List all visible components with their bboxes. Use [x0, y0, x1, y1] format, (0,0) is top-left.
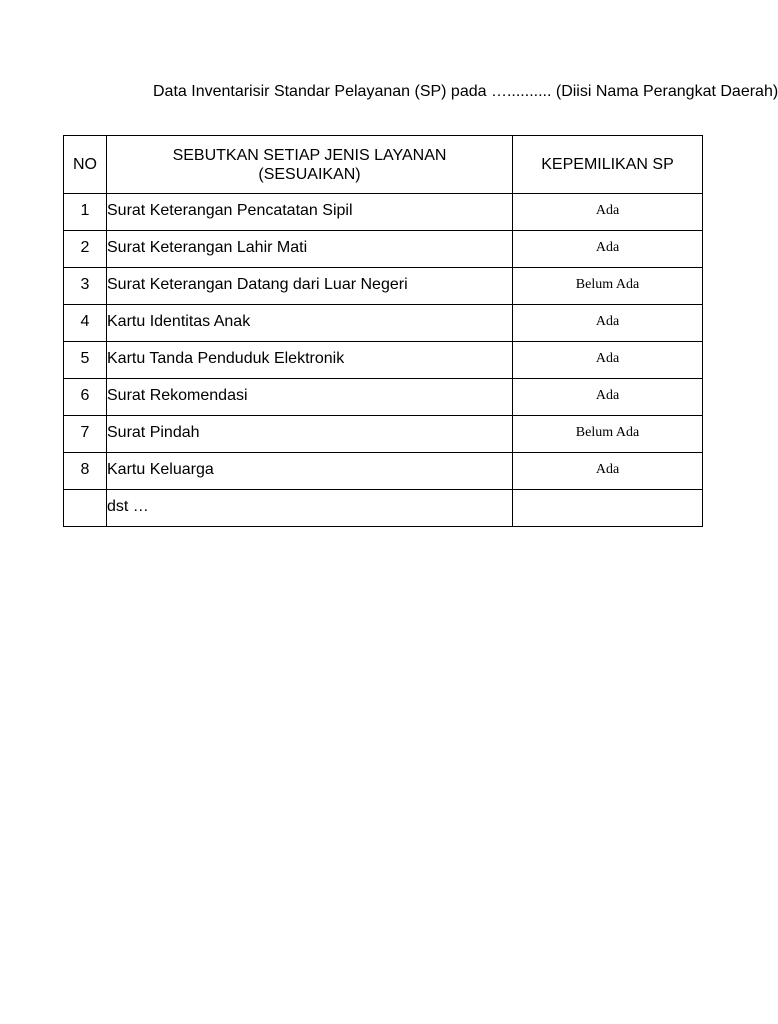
- service-name: Surat Keterangan Datang dari Luar Negeri: [107, 276, 408, 293]
- row-number: 7: [80, 424, 90, 441]
- row-number: 2: [80, 239, 90, 256]
- table-row: [64, 342, 703, 379]
- header-layanan-line1: SEBUTKAN SETIAP JENIS LAYANAN: [172, 146, 447, 164]
- cell-kepemilikan: [513, 490, 703, 527]
- service-name: Surat Keterangan Lahir Mati: [107, 239, 308, 256]
- cell-no: [64, 268, 107, 305]
- cell-no: [64, 379, 107, 416]
- cell-layanan: [107, 305, 513, 342]
- row-number: 8: [80, 461, 90, 478]
- sp-status: Ada: [595, 240, 620, 255]
- sp-status: Belum Ada: [575, 277, 640, 292]
- row-number: 1: [80, 202, 90, 219]
- sp-status: Ada: [595, 388, 620, 403]
- cell-no: [64, 490, 107, 527]
- sp-status: Ada: [595, 462, 620, 477]
- row-number: 5: [80, 350, 90, 367]
- service-name: Surat Keterangan Pencatatan Sipil: [107, 202, 353, 219]
- title-container: [153, 80, 778, 104]
- cell-no: [64, 194, 107, 231]
- table-header-row: [64, 136, 703, 194]
- cell-kepemilikan: [513, 453, 703, 490]
- cell-kepemilikan: [513, 194, 703, 231]
- table-row: [64, 453, 703, 490]
- service-name: dst …: [107, 498, 149, 515]
- row-number: 4: [80, 313, 90, 330]
- cell-layanan: [107, 379, 513, 416]
- header-layanan: [107, 136, 513, 194]
- cell-kepemilikan: [513, 342, 703, 379]
- inventory-table: [63, 135, 703, 527]
- table-row: [64, 490, 703, 527]
- cell-kepemilikan: [513, 379, 703, 416]
- cell-no: [64, 453, 107, 490]
- cell-no: [64, 231, 107, 268]
- table-row: [64, 416, 703, 453]
- cell-layanan: [107, 453, 513, 490]
- header-layanan-line2: (SESUAIKAN): [258, 165, 361, 183]
- header-kepemilikan: [513, 136, 703, 194]
- sp-status: Ada: [595, 314, 620, 329]
- row-number: 6: [80, 387, 90, 404]
- header-no-label: NO: [73, 156, 97, 173]
- cell-layanan: [107, 342, 513, 379]
- table-row: [64, 194, 703, 231]
- cell-layanan: [107, 268, 513, 305]
- cell-kepemilikan: [513, 268, 703, 305]
- header-no: [64, 136, 107, 194]
- row-number: 3: [80, 276, 90, 293]
- cell-kepemilikan: [513, 231, 703, 268]
- sp-status: Belum Ada: [575, 425, 640, 440]
- cell-no: [64, 342, 107, 379]
- table-row: [64, 379, 703, 416]
- service-name: Kartu Identitas Anak: [107, 313, 251, 330]
- header-kepemilikan-label: KEPEMILIKAN SP: [541, 156, 674, 173]
- cell-layanan: [107, 490, 513, 527]
- sp-status: Ada: [595, 351, 620, 366]
- sp-status: Ada: [595, 203, 620, 218]
- service-name: Kartu Tanda Penduduk Elektronik: [107, 350, 345, 367]
- cell-layanan: [107, 231, 513, 268]
- service-name: Surat Pindah: [107, 424, 200, 441]
- service-name: Surat Rekomendasi: [107, 387, 248, 404]
- table-row: [64, 268, 703, 305]
- service-name: Kartu Keluarga: [107, 461, 214, 478]
- cell-kepemilikan: [513, 305, 703, 342]
- cell-kepemilikan: [513, 416, 703, 453]
- cell-layanan: [107, 194, 513, 231]
- document-title: Data Inventarisir Standar Pelayanan (SP) pada ….......... (Diisi Nama Perangkat Daerah): [153, 83, 778, 100]
- table-row: [64, 305, 703, 342]
- cell-no: [64, 305, 107, 342]
- cell-layanan: [107, 416, 513, 453]
- table-row: [64, 231, 703, 268]
- cell-no: [64, 416, 107, 453]
